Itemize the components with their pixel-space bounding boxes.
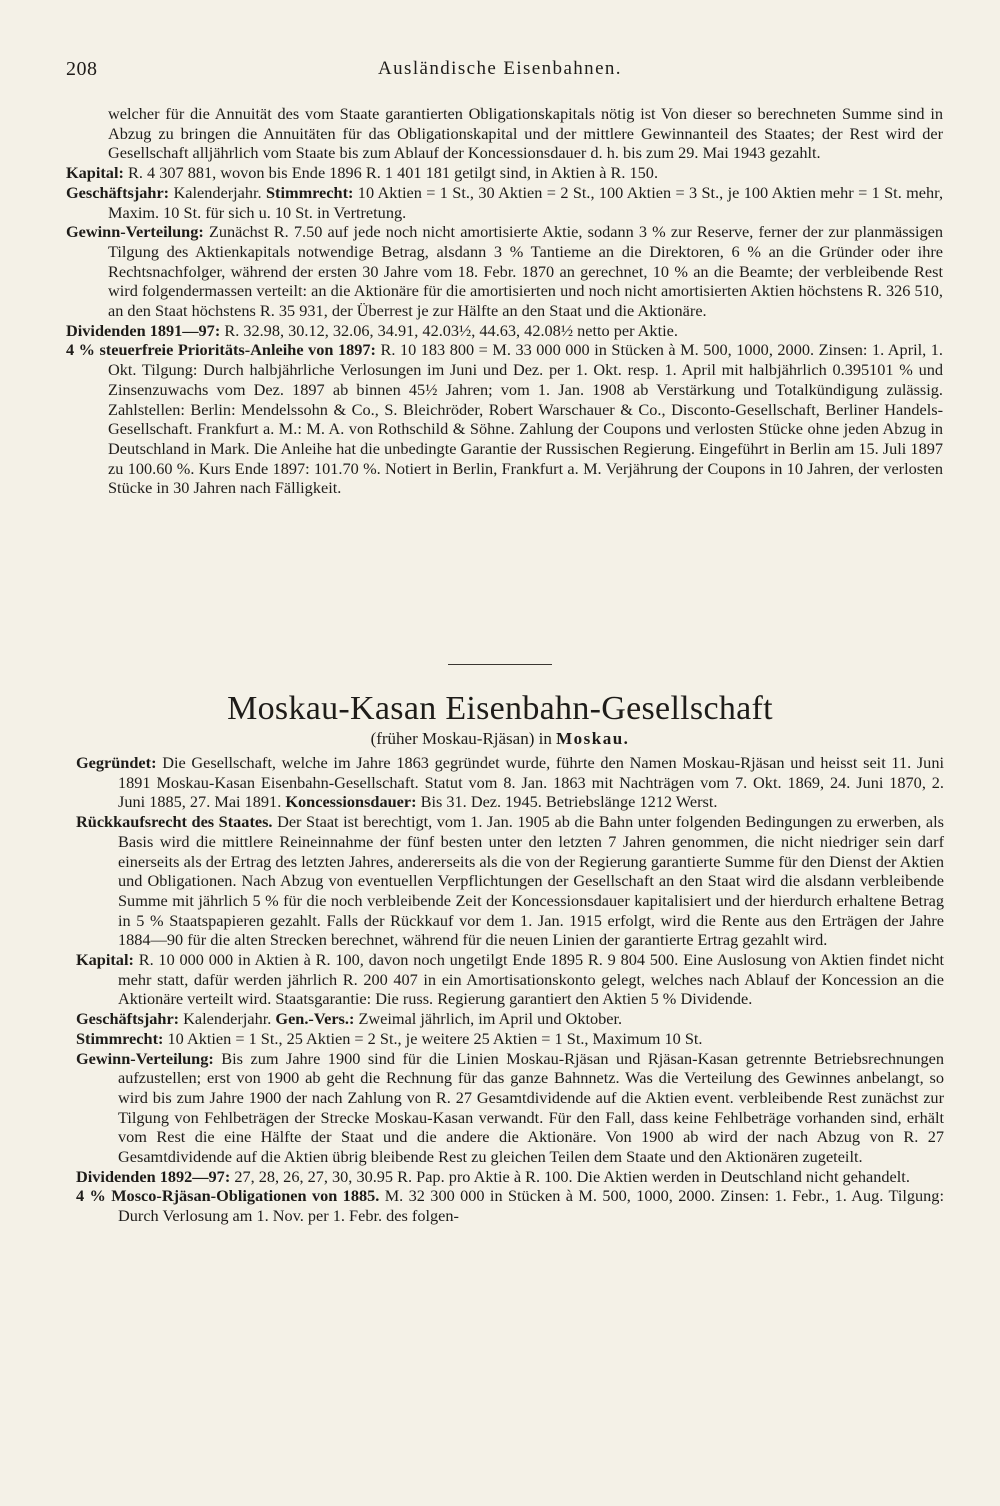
gegruendet-label: Gegründet: bbox=[76, 753, 157, 772]
section-divider bbox=[448, 664, 552, 665]
geschaeftsjahr-stimmrecht-entry: Geschäftsjahr: Kalenderjahr. Stimmrecht: 10 Aktien = 1 St., 30 Aktien = 2 St., 100 Aktien = 3 St., je 100 Aktien mehr = 1 St. mehr, Maxim. 10 St. für sich u. 10 St. in Vertretung. bbox=[66, 182, 944, 222]
gewinn-label-2: Gewinn-Verteilung: bbox=[76, 1048, 214, 1068]
konzession-label: Koncessionsdauer: bbox=[285, 792, 417, 812]
dividenden-label-2: Dividenden 1892—97: bbox=[76, 1166, 231, 1186]
kapital-entry: Kapital: R. 4 307 881, wovon bis Ende 1896 R. 1 401 181 getilgt sind, in Aktien à R. 150. bbox=[66, 163, 659, 183]
dividenden-label: Dividenden 1891—97: bbox=[66, 320, 221, 340]
stimmrecht-label: Stimmrecht: bbox=[266, 182, 354, 202]
running-title: Ausländische Eisenbahnen. bbox=[378, 58, 622, 79]
moskau-kasan-section bbox=[76, 753, 944, 1226]
genvers-label: Gen.-Vers.: bbox=[275, 1009, 355, 1029]
company-subtitle: (früher Moskau-Rjäsan) in Moskau. bbox=[370, 729, 630, 748]
kapital-entry-2: Kapital: R. 10 000 000 in Aktien à R. 100, davon noch ungetilgt Ende 1895 R. 9 804 500. Eine Auslosung von Aktien findet nicht mehr statt, dafür werden jährlich R. 200 407 in ein Amortisationskonto gelegt, welches nach Ablauf der Koncession an die Aktionäre verteilt wird. Staatsgarantie: Die russ. Regierung garantiert den Aktien 5 % Dividende. bbox=[76, 950, 944, 1009]
rueckkauf-label: Rückkaufsrecht des Staates. bbox=[76, 812, 273, 832]
prioritaets-anleihe-entry: 4 % steuerfreie Prioritäts-Anleihe von 1897: R. 10 183 800 = M. 33 000 000 in Stücken à M. 500, 1000, 2000. Zinsen: 1. April, 1. Okt. Tilgung: Durch halbjährliche Verlosungen im Juni und Dez. per 1. Okt. resp. 1. April mit halbjährlich 0.395101 % und Zinsenzuwachs vom Dez. 1897 ab binnen 45½ Jahren; vom 1. Jan. 1908 ab Verstärkung und Totalkündigung zulässig. Zahlstellen: Berlin: Mendelssohn & Co., S. Bleichröder, Robert Warschauer & Co., Disconto-Gesellschaft, Berliner Handels-Gesellschaft. Frankfurt a. M.: M. A. von Rothschild & Söhne. Zahlung der Coupons und verlosten Stücke ohne jeden Abzug in Deutschland in Mark. Die Anleihe hat die unbedingte Garantie der Russischen Regierung. Eingeführt in Berlin am 15. Juli 1897 zu 100.60 %. Kurs Ende 1897: 101.70 %. Notiert in Berlin, Frankfurt a. M. Verjährung der Coupons in 10 Jahren, der verlosten Stücke in 30 Jahren nach Fälligkeit. bbox=[66, 340, 943, 498]
intro-paragraph: welcher für die Annuität des vom Staate garantierten Obligationskapitals nötig ist Von dieser so berechneten Summe sind in Abzug zu bringen die Annuitäten für das Obligationskapital und der mittlere Gewinnanteil des Staates; der Rest wird der Gesellschaft alljährlich vom Staate bis zum Ablauf der Koncessionsdauer d. h. bis zum 29. Mai 1943 gezahlt. bbox=[108, 104, 943, 163]
geschaeftsjahr-label-2: Geschäftsjahr: bbox=[76, 1009, 180, 1029]
company-title: Moskau-Kasan Eisenbahn-Gesellschaft bbox=[227, 690, 773, 727]
rueckkaufsrecht-entry: Rückkaufsrecht des Staates. Der Staat ist berechtigt, vom 1. Jan. 1905 ab die Bahn unter folgenden Bedingungen zu erwerben, als Basis wird die mittlere Reineinnahme der fünf besten unter den letzten 7 Jahren genommen, die nicht niedriger sein darf einerseits als der Ertrag des letzten Jahres, andererseits als die von der Regierung garantierte Summe für den Dienst der Aktien und Obligationen. Nach Abzug von eventuellen Verpflichtungen der Gesellschaft an den Staat wird die alsdann verbleibende Summe mit jährlich 5 % für die noch verbleibende Zeit der Koncessionsdauer kapitalisiert und der hierdurch erhaltene Betrag in 5 % Staatspapieren gezahlt. Falls der Rückkauf vor dem 1. Jan. 1915 erfolgt, wird die Rente aus den Erträgen der Jahre 1884—90 für die alten Strecken berechnet, während für die neuen Linien der garantierte Ertrag gezahlt wird. bbox=[76, 812, 944, 950]
gewinn-verteilung-entry-2: Gewinn-Verteilung: Bis zum Jahre 1900 sind für die Linien Moskau-Rjäsan und Rjäsan-Kasan getrennte Betriebsrechnungen aufzustellen; erst von 1900 ab geht die Rechnung für das ganze Bahnnetz. Was die Verteilung des Gewinnes anbelangt, so wird bis zum Jahre 1900 der nach Zahlung von R. 27 Gesamtdividende auf die Aktien event. verbleibende Rest zunächst zur Tilgung von Fehlbeträgen der Strecke Moskau-Kasan verwandt. Für den Fall, dass keine Fehlbeträge vorhanden sind, erhält vom Rest die eine Hälfte der Staat und die andere die Aktionäre. Von 1900 ab wird der nach Abzug von R. 27 Gesamtdividende auf die Aktien übrig bleibende Rest zu gleichen Teilen dem Staate und den Aktionären zugeteilt. bbox=[76, 1048, 944, 1167]
dividenden-entry-2: Dividenden 1892—97: 27, 28, 26, 27, 30, 30.95 R. Pap. pro Aktie à R. 100. Die Aktien werden in Deutschland nicht gehandelt. bbox=[76, 1166, 910, 1186]
stimmrecht-entry-2: Stimmrecht: 10 Aktien = 1 St., 25 Aktien = 2 St., je weitere 25 Aktien = 1 St., Maximum 10 St. bbox=[76, 1028, 703, 1048]
gewinn-verteilung-entry: Gewinn-Verteilung: Zunächst R. 7.50 auf jede noch nicht amortisierte Aktie, sodann 3 % zur Reserve, ferner der zur planmässigen Tilgung des Aktienkapitals notwendige Betrag, alsdann 3 % Tantieme an die Direktoren, 6 % an die Gründer oder ihre Rechtsnachfolger, während der ersten 30 Jahre vom 18. Febr. 1870 an gerechnet, 10 % an die Beamte; der verbleibende Rest wird folgendermassen verteilt: an die Aktionäre für die amortisierten und noch nicht amortisierten Aktien höchstens R. 326 510, an den Staat höchstens R. 35 931, der Überrest je zur Hälfte an den Staat und die Aktionäre. bbox=[66, 222, 943, 321]
stimmrecht-label-2: Stimmrecht: bbox=[76, 1028, 164, 1048]
geschaeftsjahr-genvers-entry: Geschäftsjahr: Kalenderjahr. Gen.-Vers.: Zweimal jährlich, im April und Oktober. bbox=[76, 1009, 623, 1029]
kapital-label: Kapital: bbox=[66, 163, 124, 183]
company-city: Moskau. bbox=[556, 729, 630, 748]
obligationen-label: 4 % Mosco-Rjäsan-Obligationen von 1885. bbox=[76, 1186, 380, 1206]
kapital-label-2: Kapital: bbox=[76, 950, 134, 970]
gegruendet-entry: Gegründet: Die Gesellschaft, welche im Jahre 1863 gegründet wurde, führte den Namen Moskau-Rjäsan und heisst seit 11. Juni 1891 Moskau-Kasan Eisenbahn-Gesellschaft. Statut vom 8. Jan. 1863 mit Nachträgen vom 7. Okt. 1869, 24. Juni 1870, 2. Juni 1885, 27. Mai 1891. Koncessionsdauer: Bis 31. Dez. 1945. Betriebslänge 1212 Werst. bbox=[76, 753, 944, 812]
page-number: 208 bbox=[66, 58, 98, 80]
obligationen-entry: 4 % Mosco-Rjäsan-Obligationen von 1885. M. 32 300 000 in Stücken à M. 500, 1000, 2000. Zinsen: 1. Febr., 1. Aug. Tilgung: Durch Verlosung am 1. Nov. per 1. Febr. des folgen- bbox=[76, 1186, 944, 1226]
gewinn-label: Gewinn-Verteilung: bbox=[66, 222, 204, 242]
anleihe-label: 4 % steuerfreie Prioritäts-Anleihe von 1897: bbox=[66, 340, 376, 360]
previous-company-section bbox=[66, 104, 943, 498]
dividenden-entry: Dividenden 1891—97: R. 32.98, 30.12, 32.06, 34.91, 42.03½, 44.63, 42.08½ netto per Aktie. bbox=[66, 320, 678, 340]
geschaeftsjahr-label: Geschäftsjahr: bbox=[66, 182, 170, 202]
